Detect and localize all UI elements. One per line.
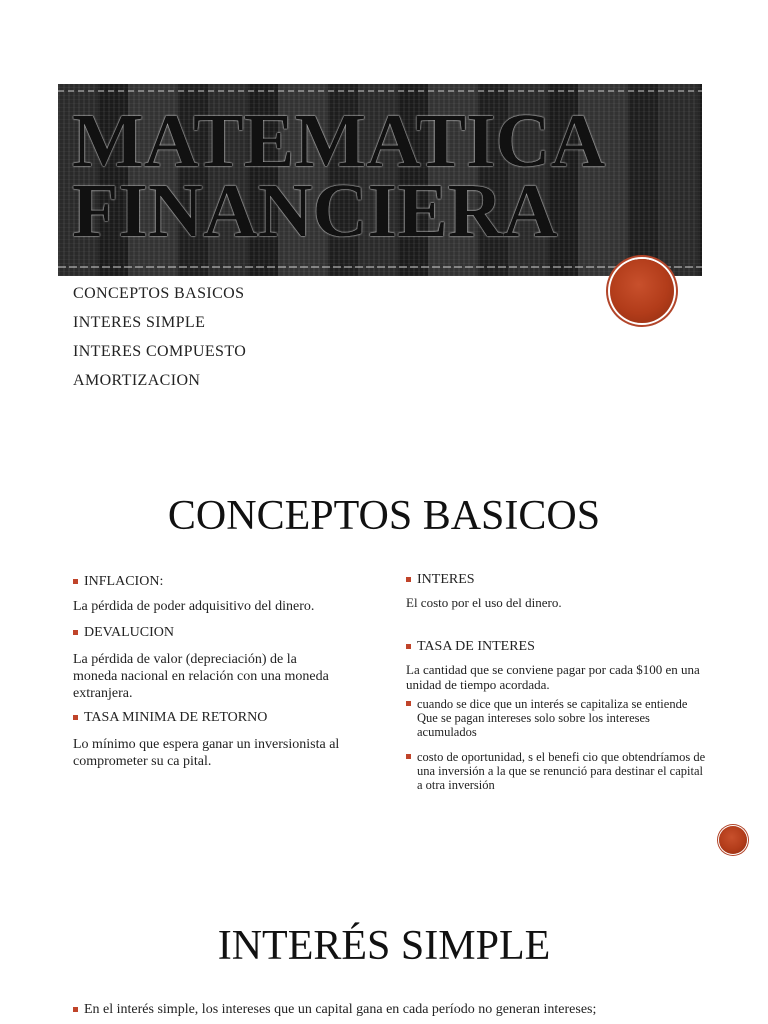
slide-heading: INTERÉS SIMPLE bbox=[217, 923, 551, 969]
title-slide bbox=[0, 0, 768, 420]
topic-item: INTERES COMPUESTO bbox=[73, 343, 247, 360]
topic-item: CONCEPTOS BASICOS bbox=[73, 285, 245, 302]
concepts-slide bbox=[0, 440, 768, 870]
bullet-title-tasa-de-interes: TASA DE INTERES bbox=[406, 638, 706, 656]
definition-text: El costo por el uso del dinero. bbox=[406, 595, 562, 610]
topic-list bbox=[73, 279, 246, 395]
sub-bullet-costo-oportunidad: costo de oportunidad, s el benefi cio que obtendríamos de una inversión a la que se renunció para destinar el capital a otra inversión bbox=[406, 750, 706, 792]
presentation-title bbox=[72, 99, 632, 253]
title-line-1: MATEMATICA bbox=[72, 99, 606, 183]
right-column bbox=[406, 571, 706, 792]
definition-text: La pérdida de poder adquisitivo del dinero. bbox=[73, 599, 315, 614]
accent-circle-decoration bbox=[610, 259, 674, 323]
topic-item: INTERES SIMPLE bbox=[73, 314, 206, 331]
topic-item: AMORTIZACION bbox=[73, 372, 201, 389]
bullet-title-tasa-minima: TASA MINIMA DE RETORNO bbox=[73, 709, 343, 727]
left-column bbox=[73, 573, 343, 777]
bullet-text: En el interés simple, los intereses que un capital gana en cada período no generan intereses; bbox=[73, 1001, 713, 1018]
bullet-title-inflacion: INFLACION: bbox=[73, 573, 343, 591]
definition-text: La cantidad que se conviene pagar por cada $100 en una unidad de tiempo acordada. bbox=[406, 662, 700, 692]
bullet-title-devalucion: DEVALUCION bbox=[73, 624, 343, 642]
title-line-2: FINANCIERA bbox=[72, 169, 558, 253]
accent-circle-decoration bbox=[719, 826, 747, 854]
sub-bullet-capitaliza: cuando se dice que un interés se capitaliza se entiende Que se pagan intereses solo sobre los intereses acumulados bbox=[406, 697, 706, 739]
simple-interest-slide bbox=[0, 880, 768, 1024]
definition-text: Lo mínimo que espera ganar un inversionista al comprometer su ca pital. bbox=[73, 737, 340, 769]
slide-heading: CONCEPTOS BASICOS bbox=[167, 493, 601, 539]
bullet-title-interes: INTERES bbox=[406, 571, 706, 589]
definition-text: La pérdida de valor (depreciación) de la moneda nacional en relación con una moneda extranjera. bbox=[73, 652, 329, 701]
